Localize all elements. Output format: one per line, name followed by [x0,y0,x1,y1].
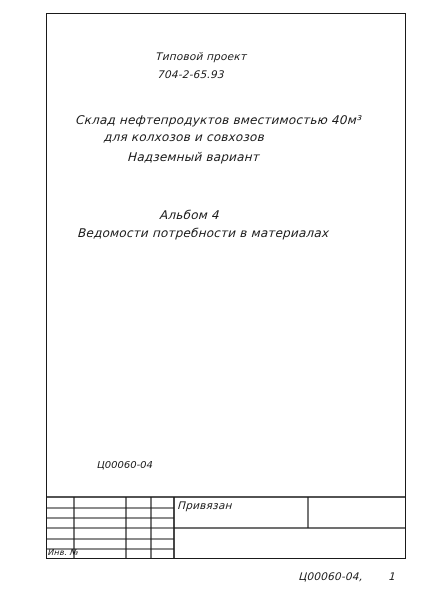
project-number: 704-2-65.93 [157,69,225,81]
album-title: Ведомости потребности в материалах [77,226,330,240]
project-type: Типовой проект [155,51,248,63]
variant-label: Надземный вариант [127,150,261,164]
album-label: Альбом 4 [159,208,221,222]
mid-code: Ц00060-04 [97,460,153,471]
title-line-1: Склад нефтепродуктов вместимостью 40м³ [75,113,363,127]
footer-code: Ц00060-04, [298,571,364,583]
title-line-2: для колхозов и совхозов [103,130,266,144]
page-number: 1 [388,571,397,583]
inv-label: Инв. № [47,548,79,557]
stamp-label: Привязан [177,500,233,512]
